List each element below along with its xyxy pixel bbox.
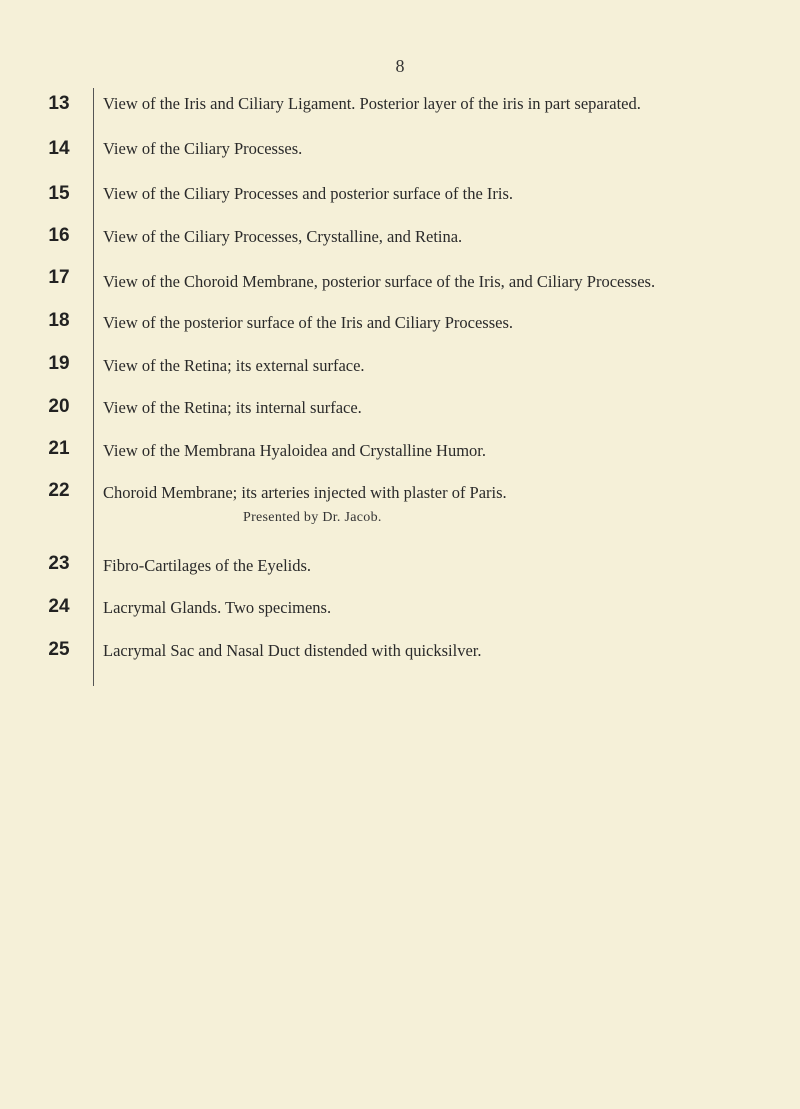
entry-number: 15 bbox=[48, 183, 70, 204]
entry-description: View of the Ciliary Processes. bbox=[103, 139, 303, 158]
entry-description: Lacrymal Glands. Two specimens. bbox=[103, 598, 332, 617]
entry-number: 17 bbox=[48, 267, 70, 288]
entry-number: 13 bbox=[48, 93, 70, 114]
entry-note: Presented by Dr. Jacob. bbox=[243, 510, 382, 525]
entry-description: View of the Choroid Membrane, posterior surface of the Iris, and Ciliary Processes. bbox=[103, 272, 656, 291]
entry-description: View of the Ciliary Processes, Crystalline, and Retina. bbox=[103, 227, 463, 246]
entry-description: Lacrymal Sac and Nasal Duct distended with quicksilver. bbox=[103, 641, 482, 660]
entry-number: 20 bbox=[48, 396, 70, 417]
entry-description: View of the Ciliary Processes and posterior surface of the Iris. bbox=[103, 184, 514, 203]
entry-description: Fibro-Cartilages of the Eyelids. bbox=[103, 556, 312, 575]
entry-number: 14 bbox=[48, 138, 70, 159]
entry-number: 18 bbox=[48, 310, 70, 331]
column-divider bbox=[93, 88, 94, 686]
entry-number: 25 bbox=[48, 639, 70, 660]
entry-description: View of the Iris and Ciliary Ligament. Posterior layer of the iris in part separated. bbox=[103, 94, 641, 113]
entry-number: 21 bbox=[48, 438, 70, 459]
entry-number: 22 bbox=[48, 480, 70, 501]
entry-number: 24 bbox=[48, 596, 70, 617]
entry-description: View of the posterior surface of the Iris and Ciliary Processes. bbox=[103, 313, 514, 332]
entry-number: 23 bbox=[48, 553, 70, 574]
entry-number: 19 bbox=[48, 353, 70, 374]
entry-description: View of the Membrana Hyaloidea and Crystalline Humor. bbox=[103, 441, 486, 460]
entry-description: Choroid Membrane; its arteries injected with plaster of Paris. bbox=[103, 483, 507, 502]
entry-description: View of the Retina; its internal surface. bbox=[103, 398, 362, 417]
entry-description: View of the Retina; its external surface. bbox=[103, 356, 365, 375]
entry-number: 16 bbox=[48, 225, 70, 246]
page-number: 8 bbox=[395, 56, 405, 76]
